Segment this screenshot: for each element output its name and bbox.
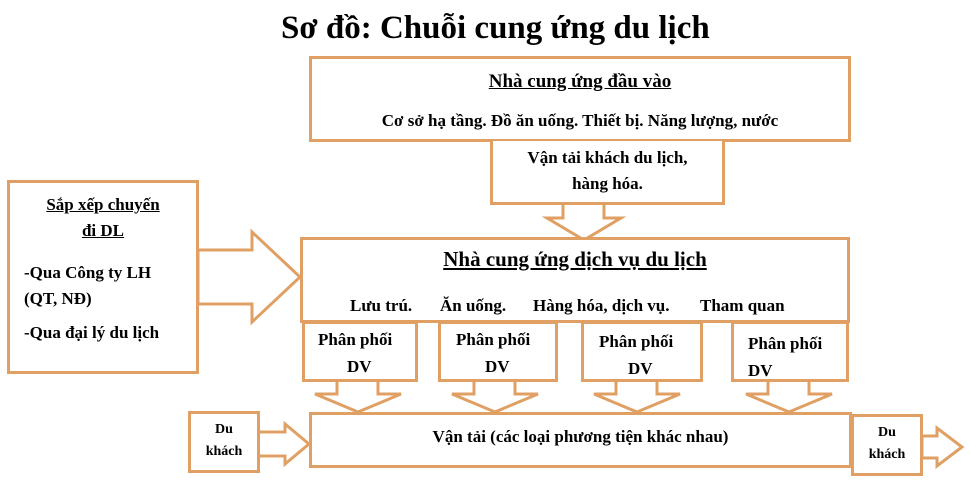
distribution-label-line1: Phân phối [456,330,531,349]
distribution-label-line2: DV [347,357,372,376]
input-supplier-heading: Nhà cung ứng đầu vào [488,71,672,92]
arrow-dist2-to-transport [452,380,538,412]
arrow-trip-to-services [198,232,300,322]
trip-arrangement-item1-line2: (QT, NĐ) [24,289,92,308]
distribution-label-line1: Phân phối [599,332,674,351]
service-item-goods: Hàng hóa, dịch vụ. [533,296,670,315]
service-item-accommodation: Lưu trú. [350,296,413,315]
transport-box [309,412,852,468]
distribution-box-2 [438,321,558,382]
service-supplier-box [300,237,850,323]
arrow-dist4-to-transport [746,380,832,412]
tourist-right-line1: Du [878,425,896,440]
arrow-dist1-to-transport [315,380,401,412]
distribution-label-line2: DV [485,357,510,376]
transport-goods-line1: Vận tải khách du lịch, [527,148,688,167]
trip-arrangement-heading-line2: đi DL [81,221,125,240]
service-item-food: Ăn uống. [440,296,507,315]
tourist-left-line2: khách [205,444,243,459]
distribution-box-1 [302,321,418,382]
transport-goods-box [490,141,725,205]
trip-arrangement-item2: -Qua đại lý du lịch [24,323,160,342]
tourist-box-right [851,414,923,476]
arrow-goods-to-services [547,203,621,240]
distribution-label-line1: Phân phối [318,330,393,349]
tourist-box-left [188,411,260,473]
diagram-title: Sơ đồ: Chuỗi cung ứng du lịch [281,10,710,46]
trip-arrangement-box [7,180,199,374]
transport-goods-line2: hàng hóa. [572,174,643,193]
trip-arrangement-heading-line1: Sắp xếp chuyến [46,195,160,214]
arrow-tourist-out [922,428,962,466]
arrow-tourist-in [258,424,309,464]
distribution-label-line1: Phân phối [748,334,823,353]
service-supplier-heading: Nhà cung ứng dịch vụ du lịch [443,247,707,271]
arrow-dist3-to-transport [594,380,680,412]
distribution-box-3 [581,321,703,382]
distribution-label-line2: DV [748,361,773,380]
distribution-label-line2: DV [628,359,653,378]
transport-label: Vận tải (các loại phương tiện khác nhau) [432,427,729,446]
tourist-right-line2: khách [868,447,906,462]
input-supplier-box [309,56,851,142]
service-item-sightseeing: Tham quan [700,296,785,315]
input-supplier-items: Cơ sở hạ tầng. Đồ ăn uống. Thiết bị. Năng lượng, nước [381,111,779,130]
tourist-left-line1: Du [215,422,233,437]
trip-arrangement-item1-line1: -Qua Công ty LH [24,263,152,282]
distribution-box-4 [731,321,849,382]
